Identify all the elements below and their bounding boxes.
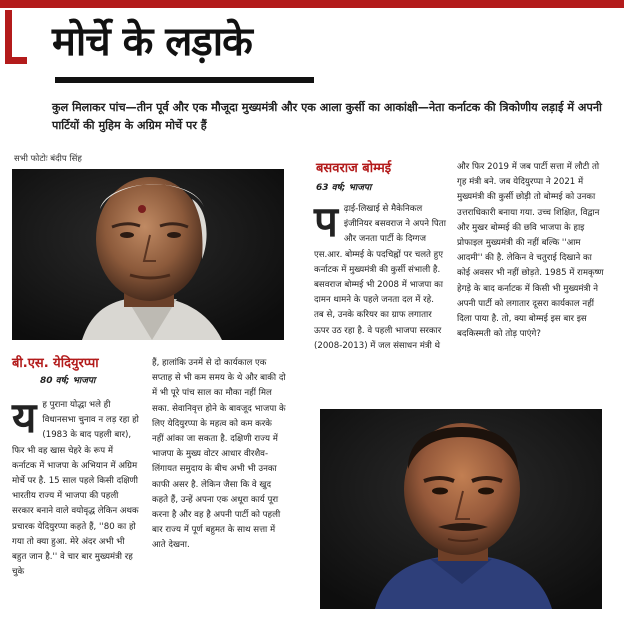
article-column bbox=[12, 393, 140, 580]
column-text: ढ़ाई-लिखाई से मैकेनिकल इंजीनियर बसवराज ने अपने पिता और जनता पार्टी के दिग्गज एस.आर. बोम्मई के पदचिह्नों पर चलते हुए कर्नाटक में मुख्यमंत्री की कुर्सी संभाली है. बसवराज बोम्मई भी 2008 में भाजपा का दामन थामने के पहले जनता दल में रहे. तब से, उनके करियर का ग्राफ लगातार ऊपर उठ रहा है. वे पहली भाजपा सरकार (2008-2013) में जल संसाधन मंत्री थे bbox=[314, 204, 446, 351]
article-column: और फिर 2019 में जब पार्टी सत्ता में लौटी तो गृह मंत्री बने. जब येदियुरप्पा ने 2021 में मुख्यमंत्री की कुर्सी छोड़ी तो बोम्मई को उनका उत्तराधिकारी बनाया गया. उच्च शिक्षित, विद्वान और मुखर बोम्मई की छवि भाजपा के हाइ प्रोफाइल मुख्यमंत्री की नहीं बल्कि ''आम आदमी'' की है. लेकिन वे चतुराई दिखाने का कोई अवसर भी नहीं छोड़ते. 1985 में रामकृष्ण हेगड़े के बाद कर्नाटक में किसी भी मुख्यमंत्री ने अपनी पार्टी को लगातार दूसरा कार्यकाल नहीं दिला पाया है. तो, क्या बोम्मई इस बार इस बदकिस्मती को तोड़ पाएंगे? bbox=[457, 162, 604, 340]
page-title: मोर्चे के लड़ाके bbox=[52, 19, 252, 65]
drop-cap: प bbox=[314, 197, 338, 246]
photo-credit: सभी फोटोः बंदीप सिंह bbox=[14, 154, 82, 164]
article-column bbox=[314, 197, 446, 354]
portrait-photo-icon bbox=[320, 409, 602, 609]
corner-bracket-foot bbox=[5, 57, 27, 64]
bommai-photo bbox=[320, 409, 602, 609]
profile-age-party: 63 वर्ष; भाजपा bbox=[316, 183, 372, 193]
yediyurappa-photo bbox=[12, 169, 284, 340]
article-column: हैं, हालांकि उनमें से दो कार्यकाल एक सप्ताह से भी कम समय के थे और बाकी दो में भी पूरे पांच साल का मौका नहीं मिल सका. सेवानिवृत्त होने के बावजूद भाजपा के लिए येदियुरप्पा के महत्व को कम करके नहीं आंका जा सकता है. दक्षिणी राज्य में भाजपा के मुख्य वोटर आधार वीरशैव-लिंगायत समुदाय के बीच अभी भी उनका काफी असर है. लेकिन जैसा कि वे खुद कहते हैं, उन्हें अपना एक अधूरा कार्य पूरा करना है और वह है अपनी पार्टी को पहली बार राज्य में पूर्ण बहुमत के साथ सत्ता में आते देखना. bbox=[152, 358, 286, 551]
corner-bracket bbox=[5, 10, 12, 64]
deck-text: कुल मिलाकर पांच—तीन पूर्व और एक मौजूदा मुख्यमंत्री और एक आला कुर्सी का आकांक्षी—नेता कर्नाटक की त्रिकोणीय लड़ाई में अपनी पार्टियों की मुहिम के अग्रिम मोर्चे पर हैं bbox=[52, 101, 602, 132]
profile-age-party: 80 वर्ष; भाजपा bbox=[40, 376, 96, 386]
drop-cap: य bbox=[12, 393, 37, 442]
profile-name: बसवराज बोम्मई bbox=[316, 161, 392, 176]
column-text: ह पुराना योद्धा भले ही विधानसभा चुनाव न लड़ रहा हो (1983 के बाद पहली बार), फिर भी वह खास चेहरे के रूप में कर्नाटक में भाजपा के अभियान में अग्रिम मोर्चे पर है. 15 साल पहले किसी दक्षिणी भारतीय राज्य में भाजपा की पहली सरकार बनाने वाले वयोवृद्ध लेकिन अथक प्रचारक येदियुरप्पा कहते हैं, ''80 का हो गया तो क्या हुआ. मेरे अंदर अभी भी बहुत जान है.'' वे चार बार मुख्यमंत्री रह चुके bbox=[12, 400, 139, 578]
top-accent-bar bbox=[0, 0, 624, 8]
title-underline bbox=[55, 77, 314, 83]
profile-name: बी.एस. येदियुरप्पा bbox=[12, 356, 99, 371]
portrait-photo-icon bbox=[12, 169, 284, 340]
